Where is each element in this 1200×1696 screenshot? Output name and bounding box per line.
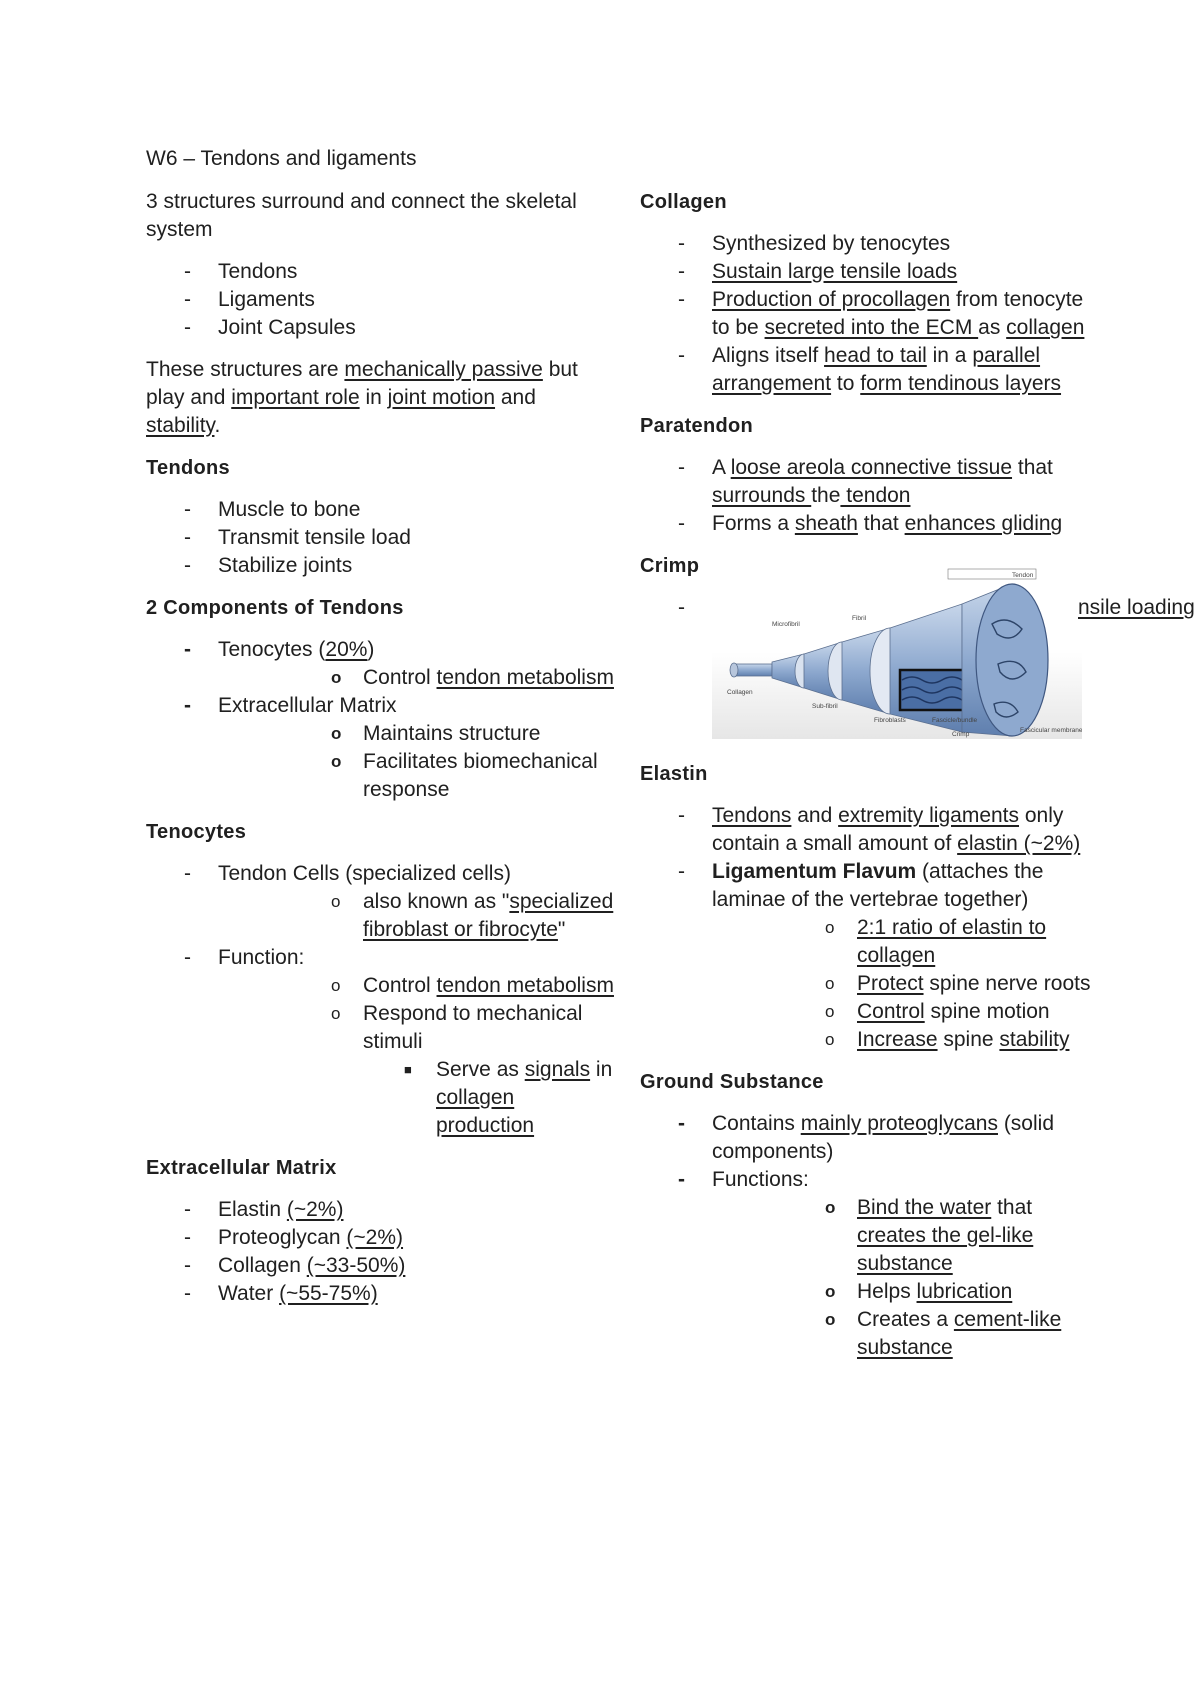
- right-column: [640, 188, 1195, 1376]
- list-item: - Tendons: [184, 260, 298, 283]
- collagen-heading: Collagen: [640, 191, 727, 213]
- components-list: [146, 636, 616, 804]
- list-item: ■ Serve as signals in collagen production: [404, 1058, 613, 1137]
- page-title: W6 – Tendons and ligaments: [146, 147, 417, 170]
- label-crimp: Crimp: [952, 731, 970, 738]
- tendon-hierarchy-figure: [712, 564, 1082, 739]
- list-item: - Elastin (~2%): [184, 1198, 344, 1221]
- left-column: [146, 188, 616, 1322]
- collagen-list: [640, 230, 1100, 398]
- list-item: o Bind the water that creates the gel-like substance: [825, 1196, 1034, 1275]
- crimp-heading: Crimp: [640, 555, 700, 577]
- list-item: - Tenocytes (20%) o Control tendon metabolism: [146, 636, 616, 692]
- list-item: - Synthesized by tenocytes: [678, 232, 951, 255]
- list-item: - Joint Capsules: [184, 316, 356, 339]
- list-item: o Protect spine nerve roots: [825, 972, 1091, 995]
- list-item: - Water (~55-75%): [184, 1282, 378, 1305]
- list-item: - Tendon Cells (specialized cells) o also known as "specialized fibroblast or fibrocyte": [146, 860, 616, 944]
- list-item: - Tendons and extremity ligaments only contain a small amount of elastin (~2%): [678, 804, 1081, 855]
- tendons-list: [146, 496, 616, 580]
- list-item: - Production of procollagen from tenocyte to be secreted into the ECM as collagen: [678, 288, 1085, 339]
- tendons-heading: Tendons: [146, 457, 230, 479]
- ecm-list: [146, 1196, 616, 1308]
- list-item: o Facilitates biomechanical response: [331, 750, 598, 801]
- elastin-list: [640, 802, 1100, 1054]
- elastin-heading: Elastin: [640, 763, 708, 785]
- tenocytes-heading: Tenocytes: [146, 821, 247, 843]
- list-item: - Forms a sheath that enhances gliding: [678, 512, 1063, 535]
- tenocytes-list: [146, 860, 616, 1140]
- list-item: - Ligaments: [184, 288, 315, 311]
- list-item: - Collagen (~33-50%): [184, 1254, 406, 1277]
- list-item: o Maintains structure: [331, 722, 541, 745]
- list-item: - Sustain large tensile loads: [678, 260, 958, 283]
- paratendon-list: [640, 454, 1100, 538]
- list-item: - Stabilize joints: [184, 554, 353, 577]
- intro-text: 3 structures surround and connect the skeletal system: [146, 190, 577, 241]
- list-item: o Respond to mechanical stimuli ■ Serve as signals in collagen production: [218, 1000, 616, 1140]
- passive-paragraph: These structures are mechanically passive but play and important role in joint motion and stability.: [146, 358, 578, 437]
- list-item: o Control spine motion: [825, 1000, 1050, 1023]
- structures-list: [146, 258, 616, 342]
- components-heading: 2 Components of Tendons: [146, 597, 404, 619]
- label-fibroblasts: Fibroblasts: [874, 717, 906, 724]
- label-tendon: Tendon: [1012, 572, 1034, 579]
- list-item: - Functions: o Bind the water that creates the gel-like substance o Helps lubrication o Creates a cement-like substance: [640, 1166, 1100, 1362]
- label-fibril: Fibril: [852, 615, 867, 622]
- label-collagen: Collagen: [727, 689, 753, 696]
- ecm-heading: Extracellular Matrix: [146, 1157, 337, 1179]
- list-item: - Function: o Control tendon metabolism o Respond to mechanical stimuli ■ Serve as signals in collagen production: [146, 944, 616, 1140]
- list-item: - A loose areola connective tissue that surrounds the tendon: [678, 456, 1053, 507]
- list-item: - Transmit tensile load: [184, 526, 411, 549]
- collagen-strand: [730, 663, 772, 677]
- list-item: o Control tendon metabolism: [331, 974, 614, 997]
- label-fascicle: Fascicle/bundle: [932, 717, 978, 724]
- crimp-text-tail: nsile loading: [1078, 596, 1195, 619]
- ground-substance-heading: Ground Substance: [640, 1071, 824, 1093]
- list-item: - Contains mainly proteoglycans (solid components): [678, 1112, 1055, 1163]
- label-microfibril: Microfibril: [772, 621, 800, 628]
- list-item: o Control tendon metabolism: [331, 666, 614, 689]
- label-sub-fibril: Sub-fibril: [812, 703, 838, 710]
- tendon: [948, 569, 1048, 736]
- crimp-section: - nsile loading Tendon Microfibril Fibril Collagen Sub-fibril Fibroblasts Fascicle/bundle Crimp Fascicular membrane: [640, 594, 1100, 746]
- list-item: - Extracellular Matrix o Maintains structure o Facilitates biomechanical response: [146, 692, 616, 804]
- list-item: o Creates a cement-like substance: [825, 1308, 1062, 1359]
- list-item: o Increase spine stability: [825, 1028, 1070, 1051]
- list-item: o also known as "specialized fibroblast or fibrocyte": [331, 890, 614, 941]
- list-item: - Aligns itself head to tail in a parallel arrangement to form tendinous layers: [678, 344, 1062, 395]
- paratendon-heading: Paratendon: [640, 415, 754, 437]
- list-item: - Ligamentum Flavum (attaches the laminae of the vertebrae together) o 2:1 ratio of elastin to collagen o Protect spine nerve roots o Control spine motion o Increase spine stability: [640, 858, 1100, 1054]
- list-item: o 2:1 ratio of elastin to collagen: [825, 916, 1047, 967]
- list-item: o Helps lubrication: [825, 1280, 1013, 1303]
- list-item: - Proteoglycan (~2%): [184, 1226, 404, 1249]
- label-fascicular-membrane: Fascicular membrane: [1020, 727, 1082, 734]
- list-item: - Muscle to bone: [184, 498, 361, 521]
- ground-substance-list: [640, 1110, 1100, 1362]
